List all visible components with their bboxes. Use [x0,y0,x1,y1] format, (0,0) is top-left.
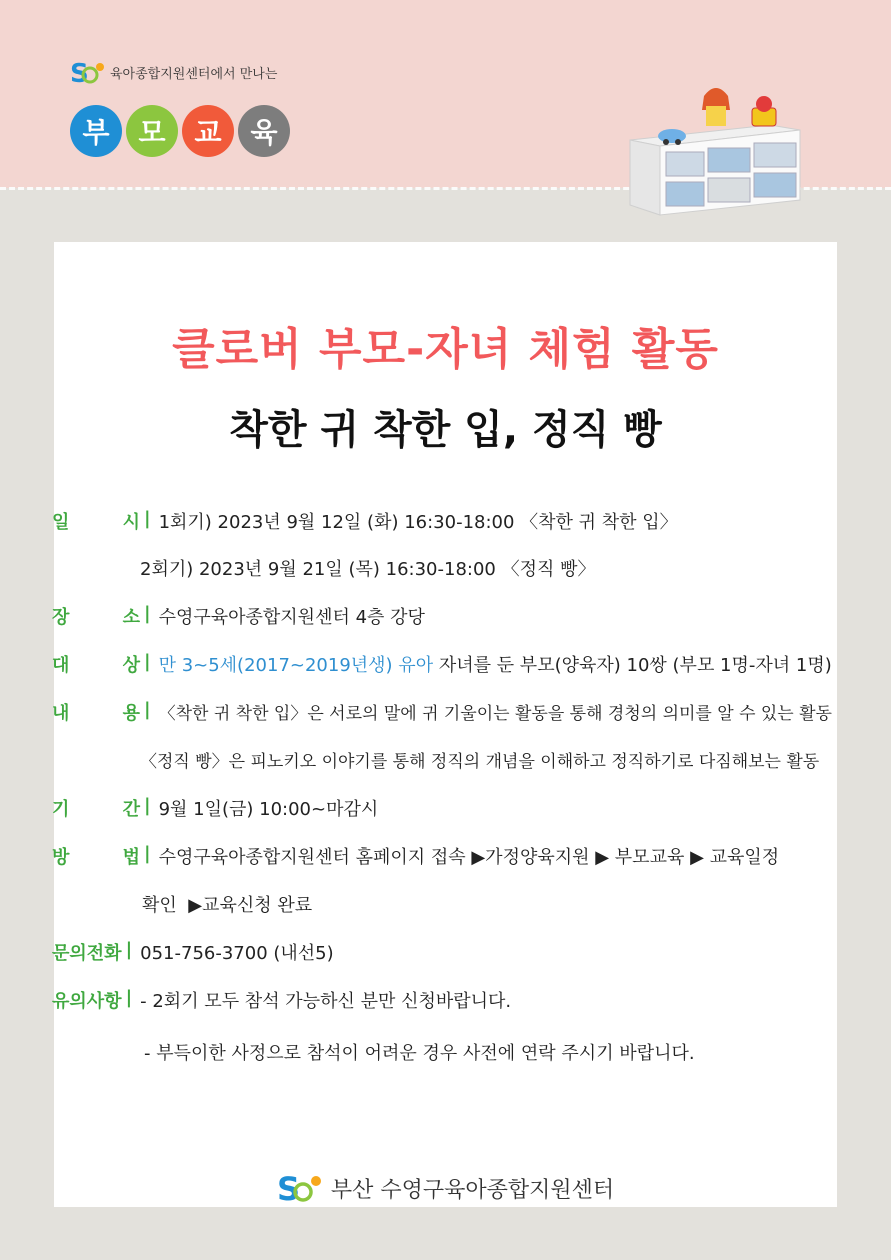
target-rest: 자녀를 둔 부모(양육자) 10쌍 (부모 1명-자녀 1명) [433,655,832,676]
place-row: 장 소 | 수영구육아종합지원센터 4층 강당 [52,603,425,628]
circle-bu: 부 [70,105,122,157]
phone-label: 문의전화 [52,943,122,964]
svg-text:S: S [276,1170,300,1206]
center-logo [70,58,277,86]
circle-yuk: 육 [238,105,290,157]
target-row: 대 상 | 만 3~5세(2017~2019년생) 유아 자녀를 둔 부모(양육자) 10쌍 (부모 1명-자녀 1명) [52,651,832,676]
target-highlight: 만 3~5세(2017~2019년생) 유아 [158,655,434,676]
notes-row-2 [144,1039,695,1065]
schedule-label: 일 시 [52,512,140,533]
circle-mo: 모 [126,105,178,157]
notes-row-1: 유의사항 | - 2회기 모두 참석 가능하신 분만 신청바랍니다. [52,987,512,1012]
method-row-1: 방 법 | 수영구육아종합지원센터 홈페이지 접속 ▶가정양육지원 ▶ 부모교육 ▶ 교육일정 [52,843,780,868]
period-row: 기 간 | 9월 1일(금) 10:00~마감시 [52,795,379,820]
phone-row: 문의전화 | 051-756-3700 (내선5) [52,939,334,964]
content-row-2 [140,747,819,772]
content-1: 〈착한 귀 착한 입〉은 서로의 말에 귀 기울이는 활동을 통해 경청의 의미를 알 수 있는 활동 [158,704,832,724]
note-2: - 부득이한 사정으로 참석이 어려운 경우 사전에 연락 주시기 바랍니다. [144,1043,695,1064]
circle-gyo: 교 [182,105,234,157]
footer-logo-icon [277,1170,325,1206]
notes-label: 유의사항 [52,991,122,1012]
footer [0,1170,891,1206]
content-row-1: 내 용 | 〈착한 귀 착한 입〉은 서로의 말에 귀 기울이는 활동을 통해 경청의 의미를 알 수 있는 활동 [52,699,832,724]
method-1: 수영구육아종합지원센터 홈페이지 접속 ▶가정양육지원 ▶ 부모교육 ▶ 교육일정 [158,847,780,868]
content-2: 〈정직 빵〉은 피노키오 이야기를 통해 정직의 개념을 이해하고 정직하기로 다짐해보는 활동 [140,752,820,772]
toy-shelf-illustration [620,80,820,220]
method-2: 확인 ▶교육신청 완료 [142,895,313,916]
note-1: - 2회기 모두 참석 가능하신 분만 신청바랍니다. [140,991,512,1012]
event-title: 클로버 부모-자녀 체험 활동 [172,324,719,375]
svg-text:S: S [70,59,89,86]
period-value: 9월 1일(금) 10:00~마감시 [158,799,379,820]
tagline: 육아종합지원센터에서 만나는 [110,66,278,82]
place-label: 장 소 [52,607,140,628]
footer-org-name: 부산 수영구육아종합지원센터 [330,1177,615,1203]
target-label: 대 상 [52,655,140,676]
schedule-1: 1회기) 2023년 9월 12일 (화) 16:30-18:00 〈착한 귀 착한 입〉 [158,512,678,533]
schedule-2: 2회기) 2023년 9월 21일 (목) 16:30-18:00 〈정직 빵〉 [140,559,596,580]
schedule-row-2 [140,555,595,581]
content-label: 내 용 [52,703,140,724]
parent-education-circles [70,105,294,157]
phone-value: 051-756-3700 (내선5) [140,943,334,964]
method-label: 방 법 [52,847,140,868]
center-logo-icon [70,58,106,86]
schedule-row-1: 일 시 | 1회기) 2023년 9월 12일 (화) 16:30-18:00 〈착한 귀 착한 입〉 [52,508,678,533]
event-subtitle: 착한 귀 착한 입, 정직 빵 [229,407,662,453]
place-value: 수영구육아종합지원센터 4층 강당 [158,607,425,628]
period-label: 기 간 [52,799,140,820]
method-row-2 [142,891,312,917]
